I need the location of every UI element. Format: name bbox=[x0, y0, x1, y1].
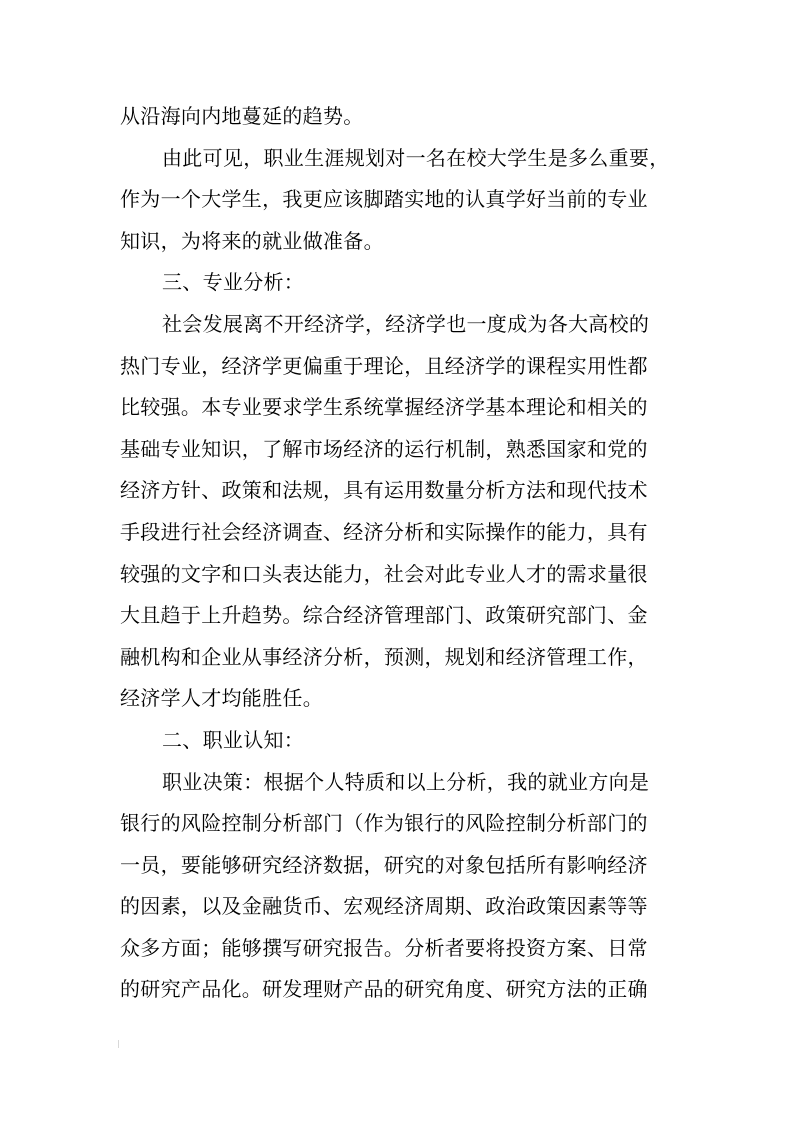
section-heading: 二、职业认知： bbox=[162, 727, 305, 752]
text-line: 作为一个大学生，我更应该脚踏实地的认真学好当前的专业 bbox=[120, 187, 648, 212]
text-line: 知识，为将来的就业做准备。 bbox=[120, 228, 384, 253]
text-line: 经济学人才均能胜任。 bbox=[120, 686, 323, 711]
text-line: 基础专业知识，了解市场经济的运行机制，熟悉国家和党的 bbox=[120, 436, 648, 461]
text-line: 的研究产品化。研发理财产品的研究角度、研究方法的正确 bbox=[120, 977, 648, 1002]
text-line: 热门专业，经济学更偏重于理论，且经济学的课程实用性都 bbox=[120, 353, 648, 378]
text-line: 手段进行社会经济调查、经济分析和实际操作的能力，具有 bbox=[120, 519, 648, 544]
text-line: 较强的文字和口头表达能力，社会对此专业人才的需求量很 bbox=[120, 561, 648, 586]
text-line: 众多方面；能够撰写研究报告。分析者要将投资方案、日常 bbox=[120, 935, 648, 960]
text-line: 的因素，以及金融货币、宏观经济周期、政治政策因素等等 bbox=[120, 894, 648, 919]
paragraph-start-line: 社会发展离不开经济学，经济学也一度成为各大高校的 bbox=[162, 311, 650, 336]
text-line: 银行的风险控制分析部门（作为银行的风险控制分析部门的 bbox=[120, 811, 648, 836]
body-text bbox=[120, 96, 680, 1011]
paragraph-start-line: 职业决策：根据个人特质和以上分析，我的就业方向是 bbox=[162, 769, 650, 794]
text-line: 比较强。本专业要求学生系统掌握经济学基本理论和相关的 bbox=[120, 395, 648, 420]
text-line: 一员，要能够研究经济数据，研究的对象包括所有影响经济 bbox=[120, 852, 648, 877]
text-line: 经济方针、政策和法规，具有运用数量分析方法和现代技术 bbox=[120, 478, 648, 503]
text-line: 大且趋于上升趋势。综合经济管理部门、政策研究部门、金 bbox=[120, 603, 648, 628]
text-line: 从沿海向内地蔓延的趋势。 bbox=[120, 104, 364, 128]
text-line: 融机构和企业从事经济分析，预测，规划和经济管理工作， bbox=[120, 644, 648, 669]
page-corner-mark bbox=[118, 1040, 119, 1048]
section-heading: 三、专业分析： bbox=[162, 270, 305, 295]
paragraph-start-line: 由此可见，职业生涯规划对一名在校大学生是多么重要， bbox=[162, 145, 670, 170]
